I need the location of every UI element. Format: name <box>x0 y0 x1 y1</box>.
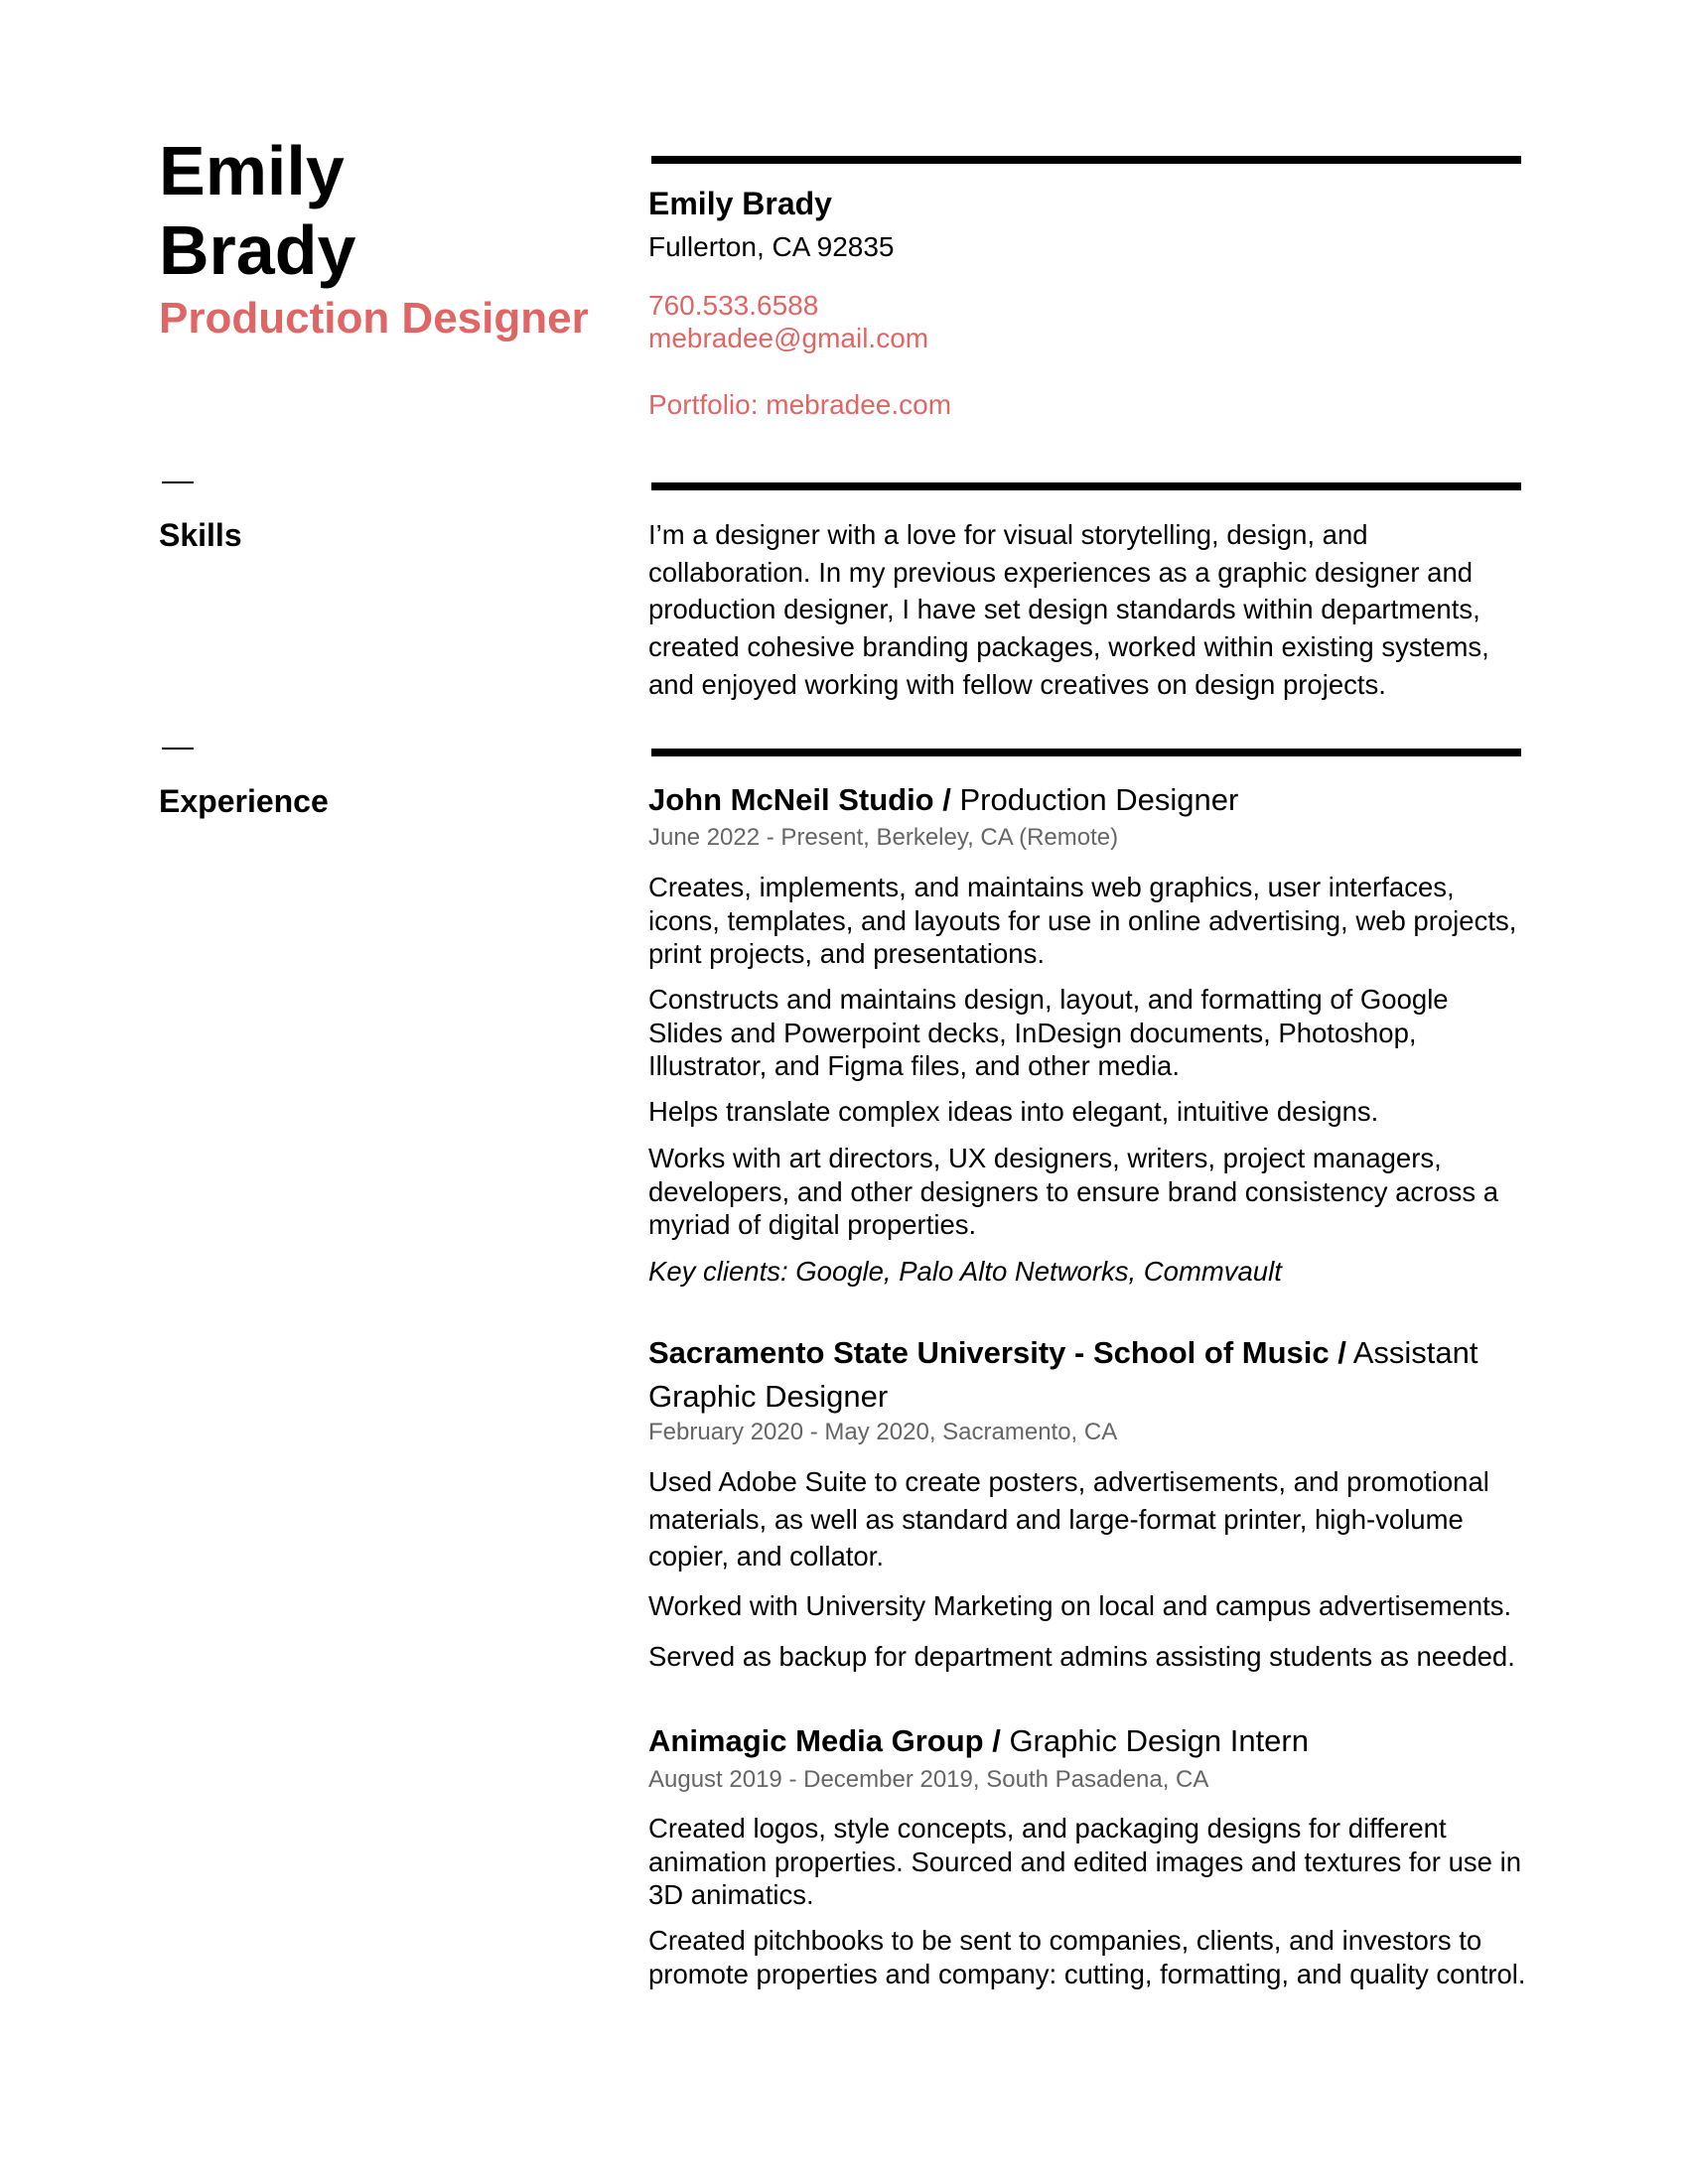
job-meta-1: June 2022 - Present, Berkeley, CA (Remote) <box>648 824 1119 851</box>
skills-label: Skills <box>159 517 242 553</box>
job-role-2: Assistant Graphic Designer <box>648 1335 1478 1414</box>
full-name <box>159 131 355 290</box>
job-1-bullet-3: Helps translate complex ideas into elegant, intuitive designs. <box>648 1096 1379 1127</box>
job-title-1 <box>648 778 1522 822</box>
portfolio-link[interactable]: Portfolio: mebradee.com <box>648 389 952 420</box>
experience-label: Experience <box>159 783 329 819</box>
summary-paragraph: I’m a designer with a love for visual storytelling, design, and collaboration. In my previous experiences as a graphic designer and production designer, I have set design standards within departments, created cohesive branding packages, worked within existing systems, and enjoyed working with fellow creatives on design projects. <box>648 519 1489 700</box>
job-role-3: Graphic Design Intern <box>1000 1723 1309 1758</box>
job-company-2: Sacramento State University - School of Music / <box>648 1335 1346 1370</box>
job-title-2 <box>648 1331 1522 1419</box>
job-1-bullet-4: Works with art directors, UX designers, writers, project managers, developers, and other designers to ensure brand consistency across a myriad of digital properties. <box>648 1143 1499 1240</box>
job-meta-3: August 2019 - December 2019, South Pasadena, CA <box>648 1766 1209 1793</box>
skills-dash <box>162 481 194 483</box>
job-2-bullet-3: Served as backup for department admins assisting students as needed. <box>648 1641 1515 1672</box>
job-2-bullet-1: Used Adobe Suite to create posters, advertisements, and promotional materials, as well as standard and large-format printer, high-volume copier, and collator. <box>648 1466 1489 1571</box>
skills-rule <box>651 482 1521 490</box>
top-rule <box>651 156 1521 164</box>
contact-name: Emily Brady <box>648 186 832 221</box>
job-1-bullet-1: Creates, implements, and maintains web graphics, user interfaces, icons, templates, and layouts for use in online advertising, web projects, print projects, and presentations. <box>648 872 1517 969</box>
job-1-clients: Key clients: Google, Palo Alto Networks, Commvault <box>648 1256 1282 1287</box>
last-name: Brady <box>159 211 356 289</box>
job-3-bullet-2: Created pitchbooks to be sent to companies, clients, and investors to promote properties and company: cutting, formatting, and quality control. <box>648 1925 1526 1989</box>
job-2-bullet-2: Worked with University Marketing on local and campus advertisements. <box>648 1590 1512 1621</box>
job-company-1: John McNeil Studio / <box>648 782 951 817</box>
contact-city: Fullerton, CA 92835 <box>648 231 895 262</box>
job-meta-2: February 2020 - May 2020, Sacramento, CA <box>648 1419 1118 1445</box>
contact-phone: 760.533.6588 <box>648 290 819 321</box>
job-role-1: Production Designer <box>950 782 1239 817</box>
job-company-3: Animagic Media Group / <box>648 1723 1001 1758</box>
contact-email: mebradee@gmail.com <box>648 323 929 353</box>
first-name: Emily <box>159 132 345 209</box>
job-1-bullet-2: Constructs and maintains design, layout, and formatting of Google Slides and Powerpoint decks, InDesign documents, Photoshop, Illustrator, and Figma files, and other media. <box>648 984 1449 1081</box>
job-title-3 <box>648 1719 1522 1763</box>
role-title: Production Designer <box>159 294 589 342</box>
experience-rule <box>651 749 1521 756</box>
job-3-bullet-1: Created logos, style concepts, and packaging designs for different animation properties. Sourced and edited images and textures for use in 3D animatics. <box>648 1813 1521 1910</box>
experience-dash <box>162 748 194 750</box>
